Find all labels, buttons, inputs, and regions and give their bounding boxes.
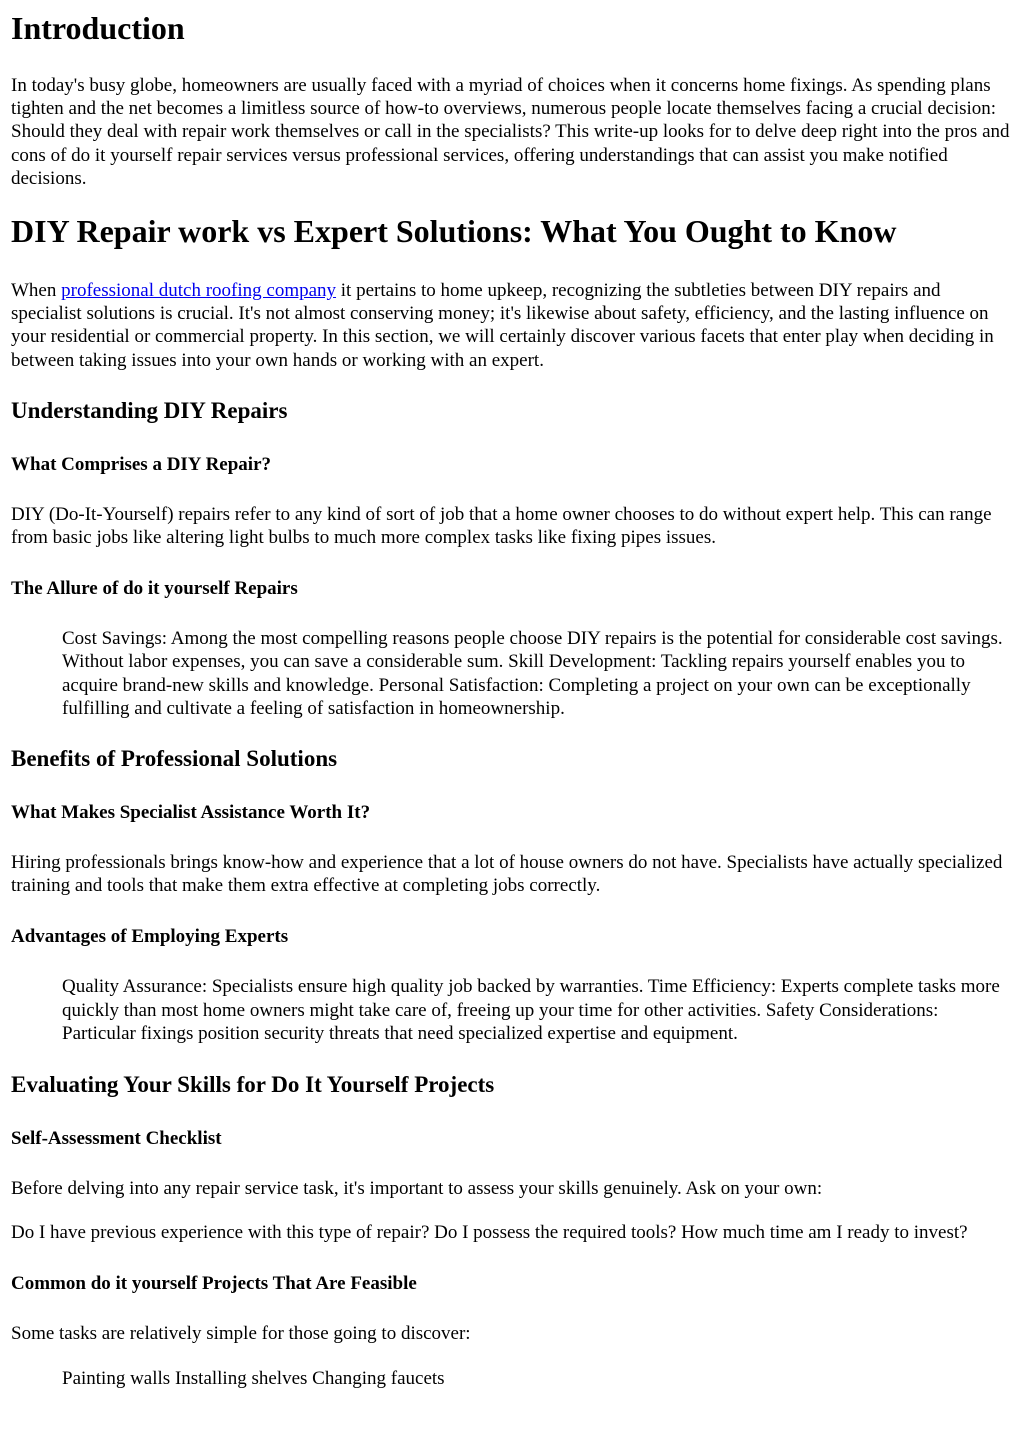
pro-worth-heading: What Makes Specialist Assistance Worth It?: [11, 802, 371, 824]
common-projects-text: Some tasks are relatively simple for those going to discover:: [11, 1323, 471, 1345]
diy-allure-list: Cost Savings: Among the most compelling reasons people choose DIY repairs is the potential for considerable cost savings. Without labor expenses, you can save a considerable sum. Skill Development: Tackling repairs yourself enables you to acquire brand-new skills and knowledge. Personal Satisfaction: Completing a project on your own can be exceptionally fulfilling and cultivate a feeling of satisfaction in homeownership.: [62, 628, 1003, 719]
article: [0, 9, 1024, 1390]
common-projects-list: Painting walls Installing shelves Changing faucets: [62, 1367, 445, 1389]
main-paragraph-after: it pertains to home upkeep, recognizing the subtleties between DIY repairs and specialist solutions is crucial. It's not almost conserving money; it's likewise about safety, efficiency, and the lasting influence on your residential or commercial property. In this section, we will certainly discover various facets that enter play when deciding in between taking issues into your own hands or working with an expert.: [11, 280, 994, 371]
main-heading: DIY Repair work vs Expert Solutions: What You Ought to Know: [11, 213, 897, 250]
self-assessment-text: Before delving into any repair service task, it's important to assess your skills genuinely. Ask on your own:: [11, 1178, 823, 1200]
roofing-company-link[interactable]: professional dutch roofing company: [61, 280, 337, 302]
diy-what-heading: What Comprises a DIY Repair?: [11, 453, 272, 475]
main-paragraph-before: When: [11, 280, 62, 302]
self-assessment-questions: Do I have previous experience with this type of repair? Do I possess the required tools? How much time am I ready to invest?: [11, 1222, 968, 1244]
intro-heading: Introduction: [11, 10, 185, 46]
self-assessment-heading: Self-Assessment Checklist: [11, 1128, 222, 1150]
pro-heading: Benefits of Professional Solutions: [11, 746, 338, 772]
common-projects-heading: Common do it yourself Projects That Are Feasible: [11, 1273, 417, 1295]
diy-heading: Understanding DIY Repairs: [11, 397, 288, 423]
main-paragraph: [11, 279, 1013, 372]
pro-worth-text: Hiring professionals brings know-how and experience that a lot of house owners do not have. Specialists have actually specialized training and tools that make them extra effective at completing jobs correctly.: [11, 852, 1003, 897]
skills-heading: Evaluating Your Skills for Do It Yourself Projects: [11, 1072, 495, 1098]
pro-advantages-list: Quality Assurance: Specialists ensure high quality job backed by warranties. Time Efficiency: Experts complete tasks more quickly than most home owners might take care of, freeing up your time for other activities. Safety Considerations: Particular fixings position security threats that need specialized expertise and equipment.: [62, 976, 1000, 1044]
pro-advantages-heading: Advantages of Employing Experts: [11, 926, 289, 948]
diy-allure-heading: The Allure of do it yourself Repairs: [11, 578, 298, 600]
diy-what-text: DIY (Do-It-Yourself) repairs refer to any kind of sort of job that a home owner chooses to do without expert help. This can range from basic jobs like altering light bulbs to much more complex tasks like fixing pipes issues.: [11, 503, 992, 549]
intro-paragraph: In today's busy globe, homeowners are usually faced with a myriad of choices when it concerns home fixings. As spending plans tighten and the net becomes a limitless source of how-to overviews, numerous people locate themselves facing a crucial decision: Should they deal with repair work themselves or call in the specialists? This write-up looks for to delve deep right into the pros and cons of do it yourself repair services versus professional services, offering understandings that can assist you make notified decisions.: [11, 75, 1010, 189]
